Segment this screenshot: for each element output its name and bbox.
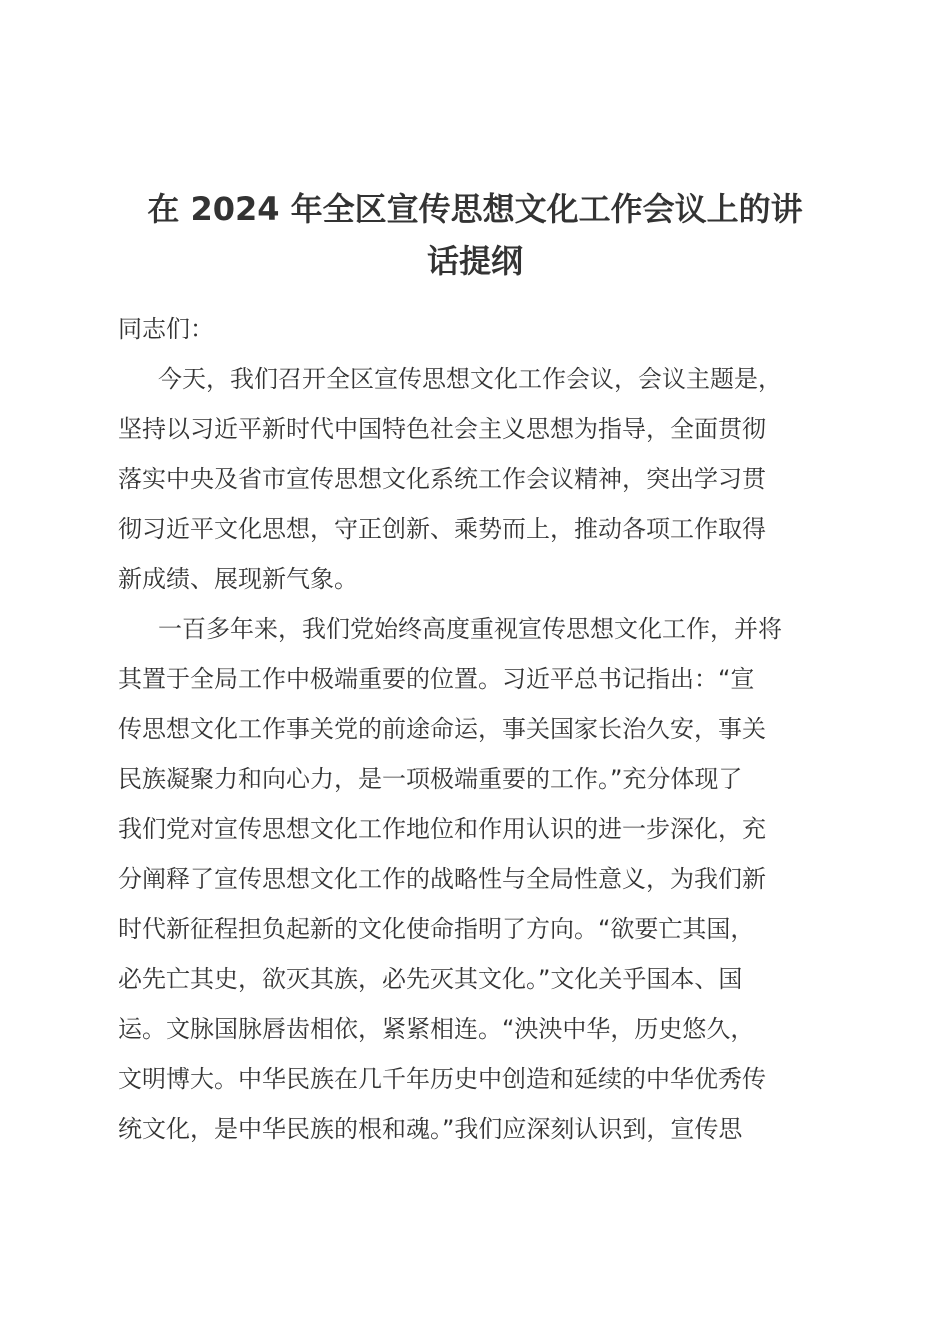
paragraph <box>118 354 830 604</box>
title-line: 在 2024 年全区宣传思想文化工作会议上的讲 <box>147 190 803 228</box>
paragraph-line: 分阐释了宣传思想文化工作的战略性与全局性意义，为我们新 <box>118 865 766 893</box>
paragraph <box>118 604 830 1154</box>
paragraph-line: 运。文脉国脉唇齿相依，紧紧相连。“泱泱中华，历史悠久， <box>118 1015 755 1043</box>
paragraph-line: 坚持以习近平新时代中国特色社会主义思想为指导，全面贯彻 <box>118 415 766 443</box>
document-body <box>118 304 830 1154</box>
paragraph-line: 统文化，是中华民族的根和魂。”我们应深刻认识到，宣传思 <box>118 1115 743 1143</box>
paragraph-line: 其置于全局工作中极端重要的位置。习近平总书记指出：“宣 <box>118 665 755 693</box>
document-title <box>110 183 840 287</box>
paragraph-line: 必先亡其史，欲灭其族，必先灭其文化。”文化关乎国本、国 <box>118 965 743 993</box>
paragraph-line: 民族凝聚力和向心力，是一项极端重要的工作。”充分体现了 <box>118 765 743 793</box>
paragraph-line: 我们党对宣传思想文化工作地位和作用认识的进一步深化，充 <box>118 815 766 843</box>
paragraph-line: 文明博大。中华民族在几千年历史中创造和延续的中华优秀传 <box>118 1065 766 1093</box>
paragraph-line: 今天，我们召开全区宣传思想文化工作会议，会议主题是， <box>158 365 782 393</box>
title-line: 话提纲 <box>426 242 523 280</box>
paragraph-line: 时代新征程担负起新的文化使命指明了方向。“欲要亡其国， <box>118 915 755 943</box>
paragraph-line: 新成绩、展现新气象。 <box>118 565 358 593</box>
paragraph-line: 落实中央及省市宣传思想文化系统工作会议精神，突出学习贯 <box>118 465 766 493</box>
salutation: 同志们： <box>118 315 214 343</box>
paragraph-line: 彻习近平文化思想，守正创新、乘势而上，推动各项工作取得 <box>118 515 766 543</box>
paragraph-line: 传思想文化工作事关党的前途命运，事关国家长治久安，事关 <box>118 715 766 743</box>
paragraph-line: 一百多年来，我们党始终高度重视宣传思想文化工作，并将 <box>158 615 782 643</box>
